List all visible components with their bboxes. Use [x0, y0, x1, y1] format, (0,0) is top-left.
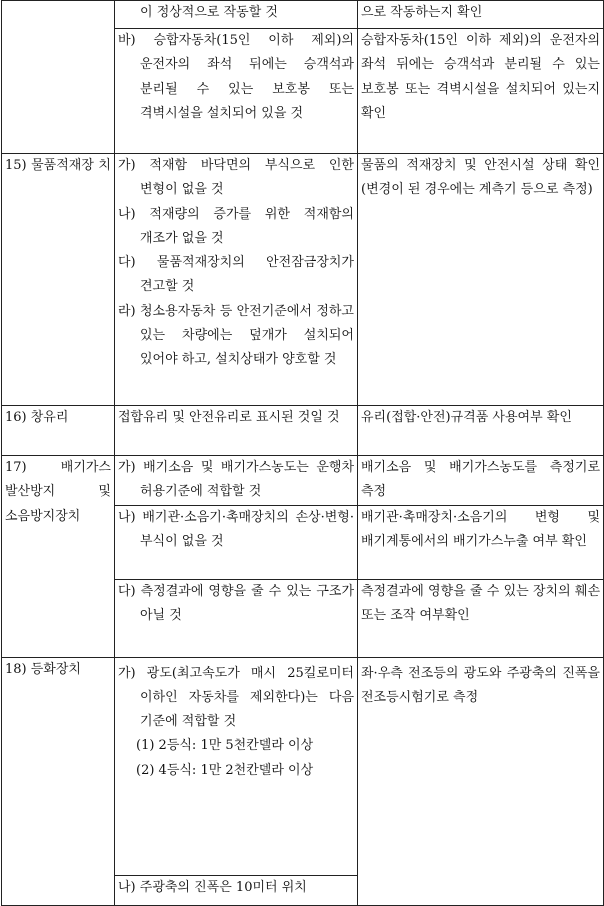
check-cell [358, 505, 604, 579]
item-cell [2, 657, 115, 905]
item-label: 17) 배기가스 발산방지 및 소음방지장치 [5, 460, 111, 524]
check-text: 측정결과에 영향을 줄 수 있는 장치의 훼손 또는 조작 여부확인 [361, 583, 600, 623]
criteria-text: 가) 적재함 바닥면의 부식으로 인한 변형이 없을 것 [118, 158, 354, 198]
check-cell [358, 657, 604, 905]
item-cell [2, 1, 115, 154]
check-cell [358, 29, 604, 154]
criteria-subitem: (2) 4등식: 1만 2천칸델라 이상 [136, 762, 314, 778]
criteria-text: 라) 청소용자동차 등 안전기준에서 정하고 있는 차량에는 덮개가 설치되어 있어야 하고, 설치상태가 양호할 것 [118, 303, 354, 368]
item-label: 18) 등화장치 [5, 661, 81, 677]
criteria-cell [115, 456, 358, 506]
table-row [2, 154, 604, 406]
criteria-cell [115, 406, 358, 456]
item-cell [2, 456, 115, 658]
criteria-text: 다) 측정결과에 영향을 줄 수 있는 구조가 아닐 것 [118, 583, 354, 623]
criteria-cell [115, 1, 358, 29]
table-row [2, 1, 604, 29]
criteria-cell [115, 154, 358, 406]
criteria-text: 나) 주광축의 진폭은 10미터 위치 [118, 879, 307, 895]
criteria-text: 가) 광도(최고속도가 매시 25킬로미터 이하인 자동차를 제외한다)는 다음 기준에 적합할 것 [118, 665, 354, 730]
criteria-text: 이 정상적으로 작동할 것 [140, 5, 278, 20]
criteria-text: 나) 배기관·소음기·촉매장치의 손상·변형·부식이 없을 것 [118, 509, 354, 549]
check-text: 물품의 적재장치 및 안전시설 상태 확인(변경이 된 경우에는 계측기 등으로 측정) [361, 158, 600, 198]
check-cell [358, 456, 604, 506]
item-label: 15) 물품적재장 치 [5, 158, 111, 173]
check-cell [358, 154, 604, 406]
criteria-text: 바) 승합자동차(15인 이하 제외)의 운전자의 좌석 뒤에는 승객석과 분리될 수 있는 보호봉 또는 격벽시설을 설치되어 있을 것 [118, 33, 354, 121]
check-text: 배기소음 및 배기가스농도를 측정기로 측정 [361, 460, 600, 500]
criteria-text: 가) 배기소음 및 배기가스농도는 운행차 허용기준에 적합할 것 [118, 460, 354, 500]
criteria-text: 접합유리 및 안전유리로 표시된 것일 것 [118, 410, 340, 425]
check-text: 유리(접합·안전)규격품 사용여부 확인 [361, 410, 572, 425]
item-cell [2, 406, 115, 456]
check-text: 좌·우측 전조등의 광도와 주광축의 진폭을 전조등시험기로 측정 [361, 665, 600, 705]
criteria-cell [115, 875, 358, 905]
check-text: 으로 작동하는지 확인 [361, 5, 483, 20]
table-row [2, 406, 604, 456]
criteria-text: 나) 적재량의 증가를 위한 적재함의 개조가 없을 것 [118, 206, 354, 246]
criteria-cell [115, 29, 358, 154]
criteria-text: 다) 물품적재장치의 안전잠금장치가 견고할 것 [118, 255, 354, 295]
criteria-cell [115, 505, 358, 579]
item-cell [2, 154, 115, 406]
check-cell [358, 1, 604, 29]
check-cell [358, 579, 604, 657]
check-text: 배기관·촉매장치·소음기의 변형 및 배기계통에서의 배기가스누출 여부 확인 [361, 509, 600, 549]
criteria-cell [115, 579, 358, 657]
table-row [2, 456, 604, 506]
check-text: 승합자동차(15인 이하 제외)의 운전자의 좌석 뒤에는 승객석과 분리될 수 있는 보호봉 또는 격벽시설을 설치되어 있는지 확인 [361, 33, 600, 121]
criteria-cell [115, 657, 358, 875]
check-cell [358, 406, 604, 456]
table-row [2, 657, 604, 875]
inspection-standards-table [1, 0, 604, 906]
criteria-subitem: (1) 2등식: 1만 5천칸델라 이상 [136, 738, 314, 754]
item-label: 16) 창유리 [5, 410, 69, 425]
